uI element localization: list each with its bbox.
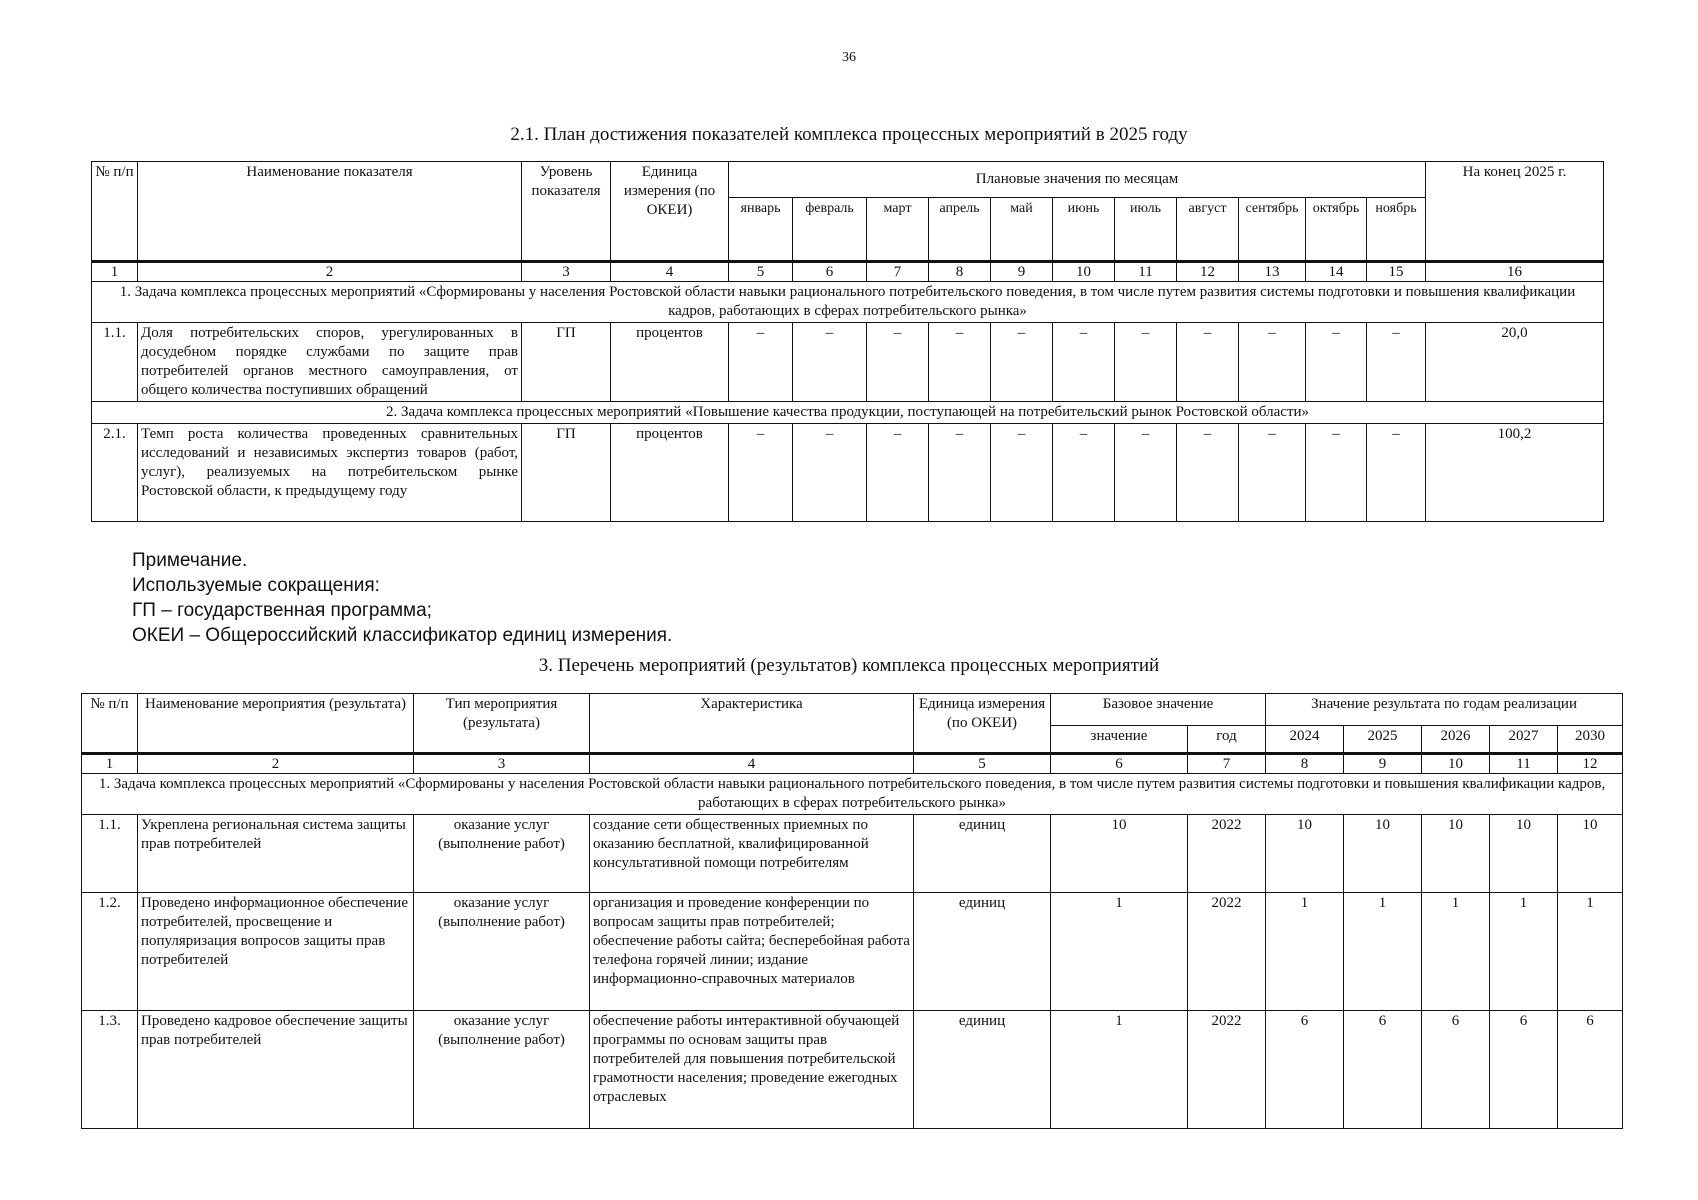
section-title-measures: 3. Перечень мероприятий (результатов) комплекса процессных мероприятий bbox=[538, 655, 1160, 676]
month-value: – bbox=[1177, 323, 1239, 402]
year-value: 1 bbox=[1490, 893, 1558, 1011]
measures-table bbox=[81, 693, 1623, 1129]
column-number: 4 bbox=[590, 754, 914, 774]
month-header: август bbox=[1177, 198, 1239, 262]
year-value: 1 bbox=[1344, 893, 1422, 1011]
column-number: 1 bbox=[82, 754, 138, 774]
header-year: 2026 bbox=[1422, 726, 1490, 754]
year-value: 6 bbox=[1422, 1011, 1490, 1129]
header-characteristic: Характеристика bbox=[590, 694, 914, 754]
column-number: 14 bbox=[1306, 262, 1367, 282]
indicator-name: Доля потребительских споров, урегулированных в досудебном порядке службами по защите прав потребителей органов местного самоуправления, от общего количества поступивших обращений bbox=[138, 323, 522, 402]
month-header: октябрь bbox=[1306, 198, 1367, 262]
year-end-value: 100,2 bbox=[1426, 424, 1604, 522]
header-result-years: Значение результата по годам реализации bbox=[1266, 694, 1623, 726]
column-number: 13 bbox=[1239, 262, 1306, 282]
column-number: 12 bbox=[1558, 754, 1623, 774]
year-value: 10 bbox=[1558, 815, 1623, 893]
year-value: 1 bbox=[1266, 893, 1344, 1011]
month-value: – bbox=[1306, 424, 1367, 522]
header-num: № п/п bbox=[82, 694, 138, 754]
plan-indicators-table bbox=[91, 161, 1604, 522]
header-year-end: На конец 2025 г. bbox=[1426, 162, 1604, 262]
header-base-value: Базовое значение bbox=[1051, 694, 1266, 726]
month-value: – bbox=[867, 424, 929, 522]
column-number: 9 bbox=[1344, 754, 1422, 774]
table-row bbox=[92, 424, 1604, 522]
measure-characteristic: организация и проведение конференции по вопросам защиты прав потребителей; обеспечение работы сайта; бесперебойная работа телефона горячей линии; издание информационно-справочных материалов bbox=[590, 893, 914, 1011]
row-num: 2.1. bbox=[92, 424, 138, 522]
measure-type: оказание услуг (выполнение работ) bbox=[414, 815, 590, 893]
column-number: 7 bbox=[867, 262, 929, 282]
year-end-value: 20,0 bbox=[1426, 323, 1604, 402]
column-number: 4 bbox=[611, 262, 729, 282]
note-abbreviations-heading: Используемые сокращения: bbox=[132, 575, 380, 596]
row-num: 1.1. bbox=[82, 815, 138, 893]
measure-name: Проведено кадровое обеспечение защиты прав потребителей bbox=[138, 1011, 414, 1129]
base-year: 2022 bbox=[1188, 1011, 1266, 1129]
month-value: – bbox=[867, 323, 929, 402]
column-number: 2 bbox=[138, 754, 414, 774]
measure-name: Укреплена региональная система защиты прав потребителей bbox=[138, 815, 414, 893]
measure-unit: единиц bbox=[914, 1011, 1051, 1129]
header-year: 2025 bbox=[1344, 726, 1422, 754]
header-num: № п/п bbox=[92, 162, 138, 262]
month-value: – bbox=[929, 424, 991, 522]
measure-name: Проведено информационное обеспечение потребителей, просвещение и популяризация вопросов защиты прав потребителей bbox=[138, 893, 414, 1011]
month-header: январь bbox=[729, 198, 793, 262]
column-number: 5 bbox=[729, 262, 793, 282]
table-row bbox=[82, 815, 1623, 893]
month-value: – bbox=[793, 424, 867, 522]
note-abbreviation-okei: ОКЕИ – Общероссийский классификатор единиц измерения. bbox=[132, 625, 673, 646]
column-number: 15 bbox=[1367, 262, 1426, 282]
header-measure-type: Тип мероприятия (результата) bbox=[414, 694, 590, 754]
header-level: Уровень показателя bbox=[522, 162, 611, 262]
month-header: март bbox=[867, 198, 929, 262]
indicator-name: Темп роста количества проведенных сравнительных исследований и независимых экспертиз товаров (работ, услуг), реализуемых на потребительском рынке Ростовской области, к предыдущему году bbox=[138, 424, 522, 522]
table-row bbox=[82, 893, 1623, 1011]
row-num: 1.3. bbox=[82, 1011, 138, 1129]
table-row bbox=[92, 323, 1604, 402]
table-row bbox=[82, 1011, 1623, 1129]
header-unit: Единица измерения (по ОКЕИ) bbox=[611, 162, 729, 262]
row-num: 1.1. bbox=[92, 323, 138, 402]
base-value: 10 bbox=[1051, 815, 1188, 893]
month-header: сентябрь bbox=[1239, 198, 1306, 262]
column-number: 3 bbox=[414, 754, 590, 774]
indicator-level: ГП bbox=[522, 323, 611, 402]
column-number: 1 bbox=[92, 262, 138, 282]
header-year: 2027 bbox=[1490, 726, 1558, 754]
column-number: 6 bbox=[793, 262, 867, 282]
month-value: – bbox=[1367, 424, 1426, 522]
month-value: – bbox=[1306, 323, 1367, 402]
task-row-1: 1. Задача комплекса процессных мероприятий «Сформированы у населения Ростовской области навыки рационального потребительского поведения, в том числе путем развития системы подготовки и повышения квалификации кадров, работающих в сферах потребительского рынка» bbox=[92, 282, 1604, 323]
month-value: – bbox=[1367, 323, 1426, 402]
header-base-year: год bbox=[1188, 726, 1266, 754]
base-value: 1 bbox=[1051, 1011, 1188, 1129]
month-value: – bbox=[1053, 424, 1115, 522]
year-value: 6 bbox=[1490, 1011, 1558, 1129]
header-year: 2024 bbox=[1266, 726, 1344, 754]
month-value: – bbox=[1053, 323, 1115, 402]
column-number: 10 bbox=[1053, 262, 1115, 282]
header-indicator-name: Наименование показателя bbox=[138, 162, 522, 262]
measure-unit: единиц bbox=[914, 893, 1051, 1011]
row-num: 1.2. bbox=[82, 893, 138, 1011]
indicator-level: ГП bbox=[522, 424, 611, 522]
note-title: Примечание. bbox=[132, 550, 248, 571]
year-value: 6 bbox=[1558, 1011, 1623, 1129]
month-value: – bbox=[991, 424, 1053, 522]
measure-characteristic: обеспечение работы интерактивной обучающей программы по основам защиты прав потребителей для повышения потребительской грамотности населения; проведение ежегодных отраслевых bbox=[590, 1011, 914, 1129]
column-number: 8 bbox=[929, 262, 991, 282]
column-number: 16 bbox=[1426, 262, 1604, 282]
year-value: 1 bbox=[1558, 893, 1623, 1011]
section-title-plan: 2.1. План достижения показателей комплекса процессных мероприятий в 2025 году bbox=[510, 124, 1188, 145]
note-abbreviation-gp: ГП – государственная программа; bbox=[132, 600, 432, 621]
base-value: 1 bbox=[1051, 893, 1188, 1011]
month-value: – bbox=[991, 323, 1053, 402]
note-block bbox=[132, 548, 672, 648]
year-value: 6 bbox=[1266, 1011, 1344, 1129]
month-header: июнь bbox=[1053, 198, 1115, 262]
base-year: 2022 bbox=[1188, 815, 1266, 893]
base-year: 2022 bbox=[1188, 893, 1266, 1011]
month-header: февраль bbox=[793, 198, 867, 262]
measure-unit: единиц bbox=[914, 815, 1051, 893]
column-number: 12 bbox=[1177, 262, 1239, 282]
header-base-value-value: значение bbox=[1051, 726, 1188, 754]
measure-type: оказание услуг (выполнение работ) bbox=[414, 893, 590, 1011]
column-number: 2 bbox=[138, 262, 522, 282]
column-number: 5 bbox=[914, 754, 1051, 774]
column-number: 11 bbox=[1490, 754, 1558, 774]
indicator-unit: процентов bbox=[611, 424, 729, 522]
month-header: июль bbox=[1115, 198, 1177, 262]
month-value: – bbox=[793, 323, 867, 402]
column-number: 11 bbox=[1115, 262, 1177, 282]
month-value: – bbox=[729, 323, 793, 402]
header-monthly: Плановые значения по месяцам bbox=[729, 162, 1426, 198]
column-number: 8 bbox=[1266, 754, 1344, 774]
task-row-2: 2. Задача комплекса процессных мероприятий «Повышение качества продукции, поступающей на потребительский рынок Ростовской области» bbox=[92, 402, 1604, 424]
measure-characteristic: создание сети общественных приемных по оказанию бесплатной, квалифицированной консультативной помощи потребителям bbox=[590, 815, 914, 893]
month-value: – bbox=[1115, 323, 1177, 402]
column-number: 9 bbox=[991, 262, 1053, 282]
month-header: май bbox=[991, 198, 1053, 262]
month-header: ноябрь bbox=[1367, 198, 1426, 262]
year-value: 10 bbox=[1422, 815, 1490, 893]
column-number: 10 bbox=[1422, 754, 1490, 774]
column-number: 7 bbox=[1188, 754, 1266, 774]
month-value: – bbox=[929, 323, 991, 402]
month-value: – bbox=[1115, 424, 1177, 522]
month-header: апрель bbox=[929, 198, 991, 262]
month-value: – bbox=[1239, 323, 1306, 402]
header-year: 2030 bbox=[1558, 726, 1623, 754]
header-unit: Единица измерения (по ОКЕИ) bbox=[914, 694, 1051, 754]
column-number: 3 bbox=[522, 262, 611, 282]
year-value: 6 bbox=[1344, 1011, 1422, 1129]
year-value: 10 bbox=[1344, 815, 1422, 893]
measure-type: оказание услуг (выполнение работ) bbox=[414, 1011, 590, 1129]
month-value: – bbox=[1177, 424, 1239, 522]
page-number: 36 bbox=[842, 50, 856, 65]
column-number: 6 bbox=[1051, 754, 1188, 774]
month-value: – bbox=[729, 424, 793, 522]
year-value: 10 bbox=[1490, 815, 1558, 893]
year-value: 10 bbox=[1266, 815, 1344, 893]
header-measure-name: Наименование мероприятия (результата) bbox=[138, 694, 414, 754]
task-row-1: 1. Задача комплекса процессных мероприятий «Сформированы у населения Ростовской области навыки рационального потребительского поведения, в том числе путем развития системы подготовки и повышения квалификации кадров, работающих в сферах потребительского рынка» bbox=[82, 774, 1623, 815]
month-value: – bbox=[1239, 424, 1306, 522]
indicator-unit: процентов bbox=[611, 323, 729, 402]
year-value: 1 bbox=[1422, 893, 1490, 1011]
